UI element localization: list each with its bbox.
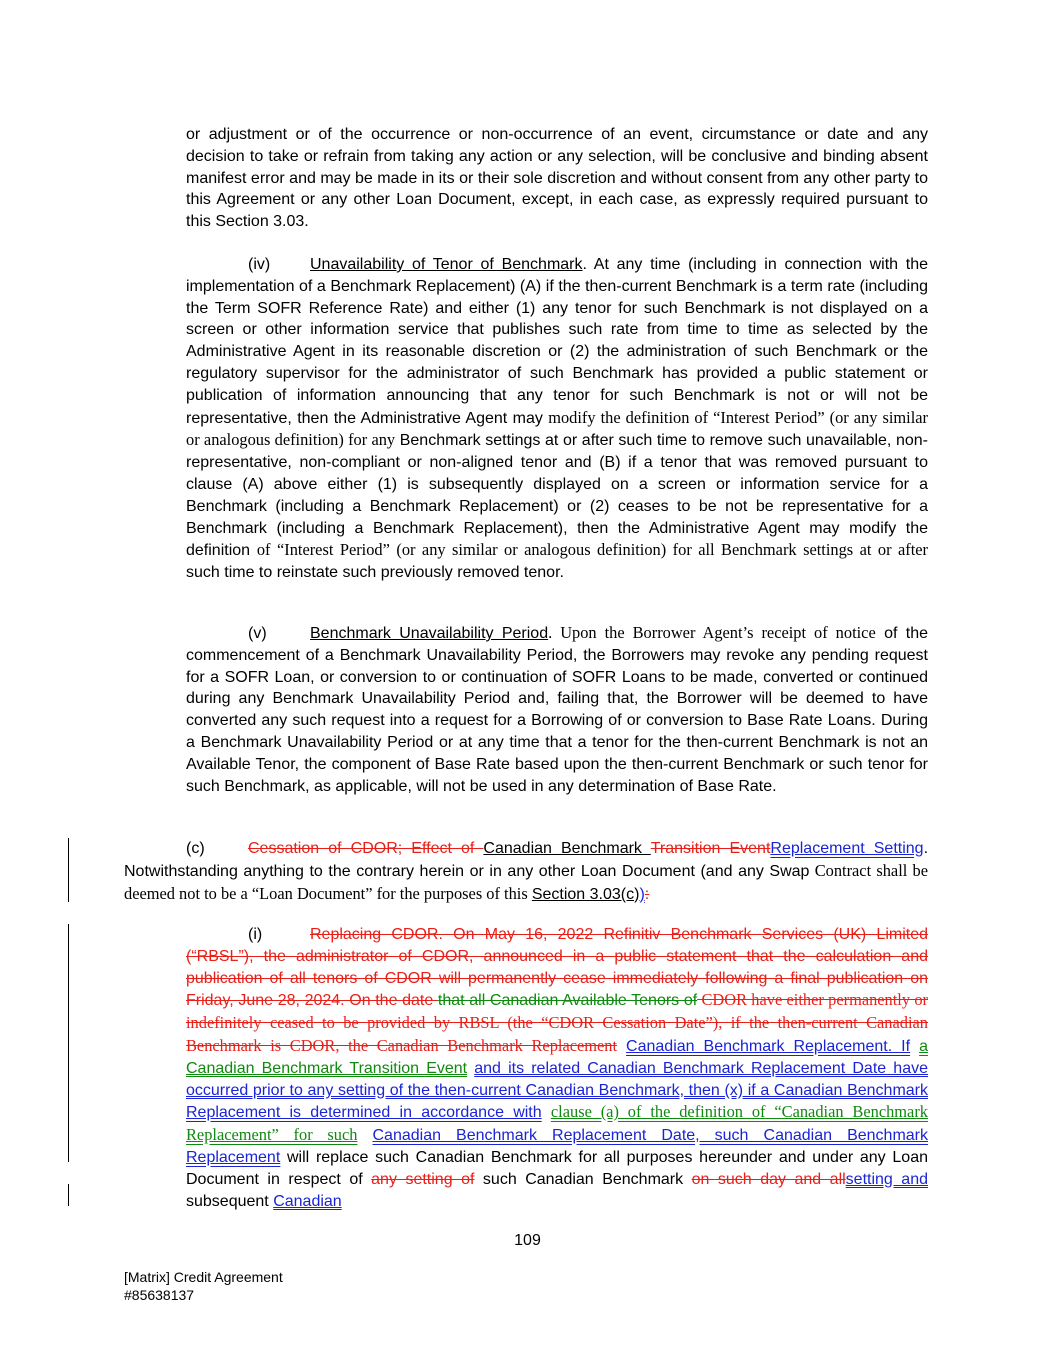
- inserted-text: Canadian Benchmark Replacement Date, such Canadian Benchmark Replacement: [186, 1127, 928, 1166]
- footer-title: [Matrix] Credit Agreement: [124, 1269, 283, 1285]
- deleted-text: on such day and all: [691, 1170, 846, 1188]
- paragraph-v: [186, 622, 928, 797]
- change-bar: [68, 1184, 69, 1206]
- inserted-text: ): [639, 885, 645, 903]
- clause-heading: Benchmark Unavailability Period: [310, 625, 549, 642]
- deleted-text: . On May 16, 2022 Refinitiv Benchmark Services (UK) Limited (“RBSL”), the administrator of CDOR, announced in a public statement that the calculation and publication of all tenors of CDOR will permanently cease immediately following a final publication on Friday, June 28, 2024. On the date: [186, 926, 929, 1010]
- page-number: 109: [514, 1232, 541, 1249]
- moved-text: a Canadian Benchmark Transition Event: [186, 1037, 928, 1077]
- clause-text: . Upon the Borrower Agent’s receipt of notice: [548, 623, 876, 642]
- document-footer: [124, 1268, 283, 1304]
- inserted-text: Replacement Setting: [770, 840, 924, 857]
- clause-text: Benchmark settings at or after such time to remove such unavailable, non-representative, non-compliant or non-aligned tenor and (B) if a tenor that was removed pursuant to clause (A) above either (1) is subsequently displayed on a screen or information service for a Benchmark (including a Benchmark Replacement) or (2) ceases to be not be representative for a Benchmark (including a Benchmark Replacement), then the Administrative Agent may modify the definition: [186, 432, 928, 560]
- section-reference: Section 3.03(c): [531, 885, 640, 903]
- clause-heading: Unavailability of Tenor of Benchmark: [310, 256, 583, 273]
- moved-text: clause (a) of the definition of “Canadian Benchmark Replacement” for such: [186, 1102, 928, 1145]
- clause-number: (c): [186, 840, 205, 857]
- clause-text: of “Interest Period” (or any similar or analogous definition) for all Benchmark settings at or after: [256, 540, 929, 560]
- clause-text: such time to reinstate such previously removed tenor.: [186, 564, 564, 582]
- deleted-text: Transition Event: [650, 840, 771, 857]
- deleted-text: any setting of: [371, 1170, 475, 1188]
- clause-text: such Canadian Benchmark: [474, 1170, 692, 1188]
- paragraph-continuation: [186, 124, 928, 233]
- clause-text: . At any time (including in connection with the implementation of a Benchmark Replacement) (A) if the then-current Benchmark is a term rate (including the Term SOFR Reference Rate) and either (1) any tenor for such Benchmark is not displayed on a screen or other information service that publishes such rate from time to time as selected by the Administrative Agent in its reasonable discretion or (2) the administration of such Benchmark or the regulatory supervisor for the administrator of such Benchmark has provided a public statement or publication of information announcing that any tenor for such Benchmark is not or will not be representative, then the Administrative Agent may: [186, 256, 928, 427]
- clause-text: subsequent: [186, 1192, 274, 1210]
- deleted-moved-text: that all Canadian Available Tenors of: [437, 992, 698, 1010]
- inserted-text: Canadian: [273, 1192, 342, 1210]
- change-bar: [68, 924, 69, 1162]
- inserted-text: setting and: [845, 1170, 928, 1188]
- paragraph-text: or adjustment or of the occurrence or non-occurrence of an event, circumstance or date and any decision to take or refrain from taking any action or any selection, will be conclusive and binding absent manifest error and may be made in its or their sole discretion and without consent from any other party to this Agreement or any other Loan Document, except, in each case, as expressly required pursuant to this Section 3.03.: [186, 126, 928, 231]
- paragraph-i: [186, 924, 928, 1212]
- footer-doc-number: #85638137: [124, 1287, 195, 1303]
- change-bar: [68, 838, 69, 902]
- deleted-text: Replacing CDOR: [310, 926, 439, 943]
- deleted-text: CDOR have either permanently or indefinitely ceased to be provided by RBSL (the “CDOR Cessation Date”), if the then-current Canadian Benchmark is CDOR, the Canadian Benchmark Replacement: [186, 990, 929, 1055]
- clause-text: . Notwithstanding anything to the contrary herein or in any other Loan Document (and any Swap: [124, 840, 929, 880]
- inserted-text: Canadian Benchmark Replacement. If: [626, 1037, 911, 1055]
- paragraph-c: [124, 838, 928, 905]
- clause-number: (iv): [248, 256, 271, 273]
- clause-number: (v): [248, 625, 267, 642]
- deleted-text: :: [644, 885, 650, 903]
- clause-text: Contract shall be deemed not to be a “Loan Document” for the purposes of this: [124, 860, 928, 903]
- clause-heading: Canadian Benchmark: [483, 840, 651, 857]
- inserted-text: and its related Canadian Benchmark Replacement Date have occurred prior to any setting of the then-current Canadian Benchmark, then (x) if a Canadian Benchmark Replacement is determined in accordance with: [186, 1059, 928, 1122]
- deleted-text: Cessation of CDOR; Effect of: [248, 840, 484, 857]
- paragraph-iv: [186, 254, 928, 584]
- clause-text: of the commencement of a Benchmark Unavailability Period, the Borrowers may revoke any pending request for a SOFR Loan, or conversion to or continuation of SOFR Loans to be made, converted or continued during any Benchmark Unavailability Period and, failing that, the Borrower will be deemed to have converted any such request into a request for a Borrowing of or conversion to Base Rate Loans. During a Benchmark Unavailability Period or at any time that a tenor for the then-current Benchmark is not an Available Tenor, the component of Base Rate based upon the then-current Benchmark or such tenor for such Benchmark, as applicable, will not be used in any determination of Base Rate.: [186, 625, 928, 795]
- clause-text: modify the definition of “Interest Period” (or any similar or analogous definition) for any: [186, 407, 929, 450]
- clause-number: (i): [248, 926, 263, 943]
- clause-text: will replace such Canadian Benchmark for all purposes hereunder and under any Loan Document in respect of: [186, 1148, 928, 1188]
